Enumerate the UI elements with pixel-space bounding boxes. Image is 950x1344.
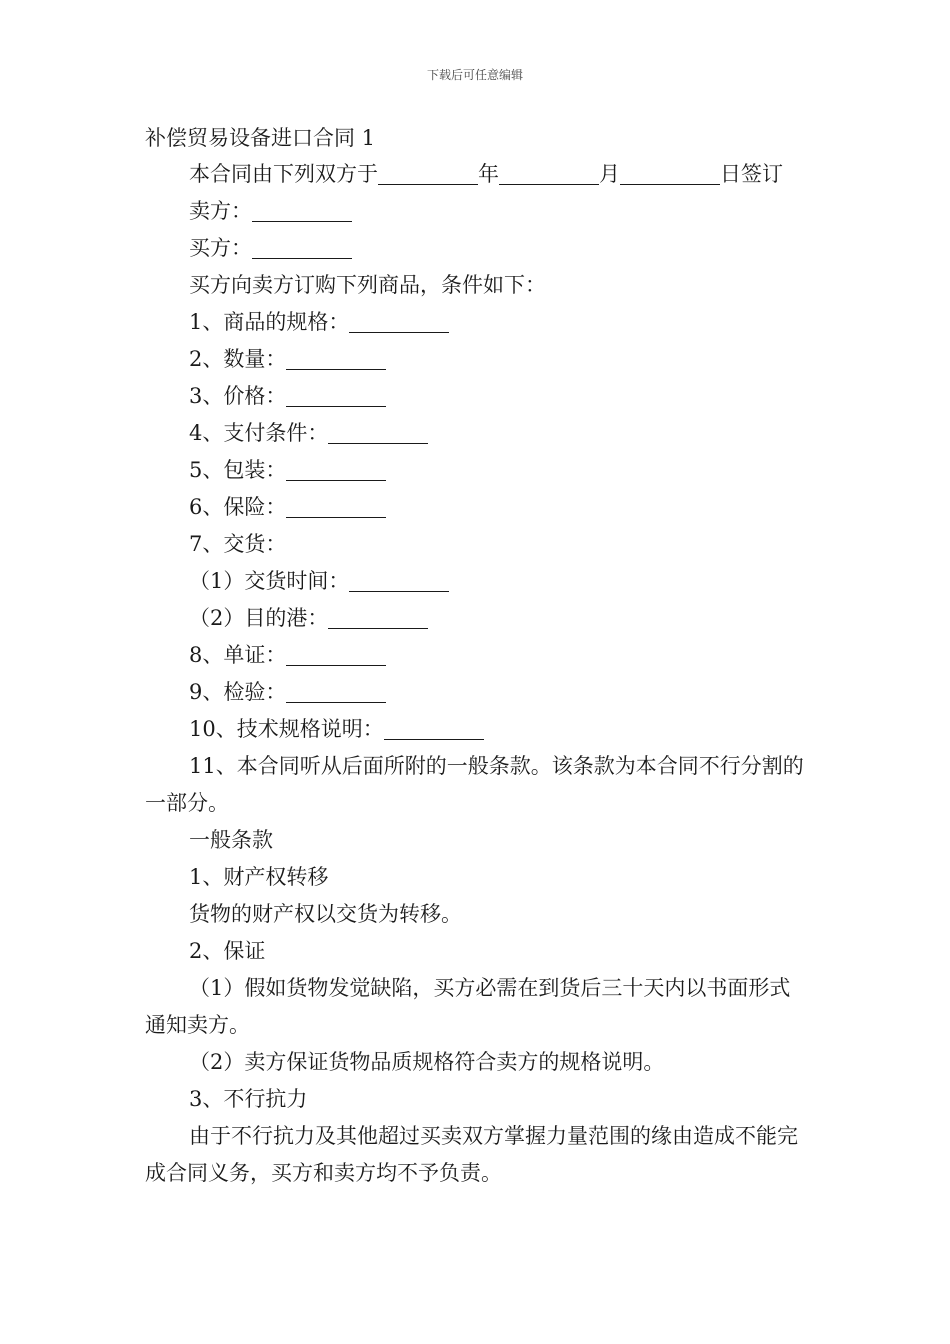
day-blank	[620, 160, 720, 185]
general-heading: 一般条款	[189, 828, 273, 852]
item-packing	[145, 452, 807, 489]
item-delivery-time	[145, 563, 807, 600]
item-general-terms-ref: 11、本合同听从后面所附的一般条款。该条款为本合同不行分割的一部分。	[145, 754, 804, 815]
quantity-blank	[286, 345, 386, 370]
item-insurance	[145, 489, 807, 526]
item-price	[145, 378, 807, 415]
item-price-label: 3、价格：	[189, 384, 287, 408]
intro-prefix: 本合同由下列双方于	[189, 162, 378, 186]
seller-blank	[252, 197, 352, 222]
payment-blank	[328, 419, 428, 444]
item-delivery-time-label: （1）交货时间：	[189, 569, 350, 593]
section-1-text: 货物的财产权以交货为转移。	[189, 902, 462, 926]
item-tech-spec-label: 10、技术规格说明：	[189, 717, 384, 741]
item-packing-label: 5、包装：	[189, 458, 287, 482]
buyer-blank	[252, 234, 352, 259]
section-3-text: 由于不行抗力及其他超过买卖双方掌握力量范围的缘由造成不能完成合同义务，买方和卖方均不予负责。	[145, 1124, 798, 1185]
price-blank	[286, 382, 386, 407]
order-line: 买方向卖方订购下列商品，条件如下：	[189, 273, 546, 297]
item-insurance-label: 6、保险：	[189, 495, 287, 519]
item-documents-label: 8、单证：	[189, 643, 287, 667]
month-blank	[499, 160, 599, 185]
documents-blank	[286, 641, 386, 666]
intro-line	[145, 156, 807, 193]
item-spec	[145, 304, 807, 341]
intro-month: 月	[599, 162, 620, 186]
buyer-label: 买方：	[189, 236, 252, 260]
destination-blank	[328, 604, 428, 629]
delivery-time-blank	[349, 567, 449, 592]
seller-line	[145, 193, 807, 230]
insurance-blank	[286, 493, 386, 518]
section-2-para-2: （2）卖方保证货物品质规格符合卖方的规格说明。	[189, 1050, 665, 1074]
document-title: 补偿贸易设备进口合同 1	[145, 126, 376, 150]
buyer-line	[145, 230, 807, 267]
item-inspection-label: 9、检验：	[189, 680, 287, 704]
item-delivery: 7、交货：	[189, 532, 287, 556]
item-documents	[145, 637, 807, 674]
section-2-heading: 2、保证	[189, 939, 266, 963]
item-spec-label: 1、商品的规格：	[189, 310, 350, 334]
section-3-heading: 3、不行抗力	[189, 1087, 308, 1111]
year-blank	[378, 160, 478, 185]
seller-label: 卖方：	[189, 199, 252, 223]
packing-blank	[286, 456, 386, 481]
item-payment-label: 4、支付条件：	[189, 421, 329, 445]
item-quantity-label: 2、数量：	[189, 347, 287, 371]
item-inspection	[145, 674, 807, 711]
inspection-blank	[286, 678, 386, 703]
item-destination-label: （2）目的港：	[189, 606, 329, 630]
document-body	[145, 156, 807, 1192]
section-2-para-1: （1）假如货物发觉缺陷，买方必需在到货后三十天内以书面形式通知卖方。	[145, 976, 791, 1037]
item-destination	[145, 600, 807, 637]
item-payment	[145, 415, 807, 452]
header-note: 下载后可任意编辑	[426, 68, 523, 82]
intro-year: 年	[478, 162, 499, 186]
section-1-heading: 1、财产权转移	[189, 865, 329, 889]
tech-spec-blank	[384, 715, 484, 740]
spec-blank	[349, 308, 449, 333]
intro-day: 日签订	[720, 162, 783, 186]
item-quantity	[145, 341, 807, 378]
item-tech-spec	[145, 711, 807, 748]
